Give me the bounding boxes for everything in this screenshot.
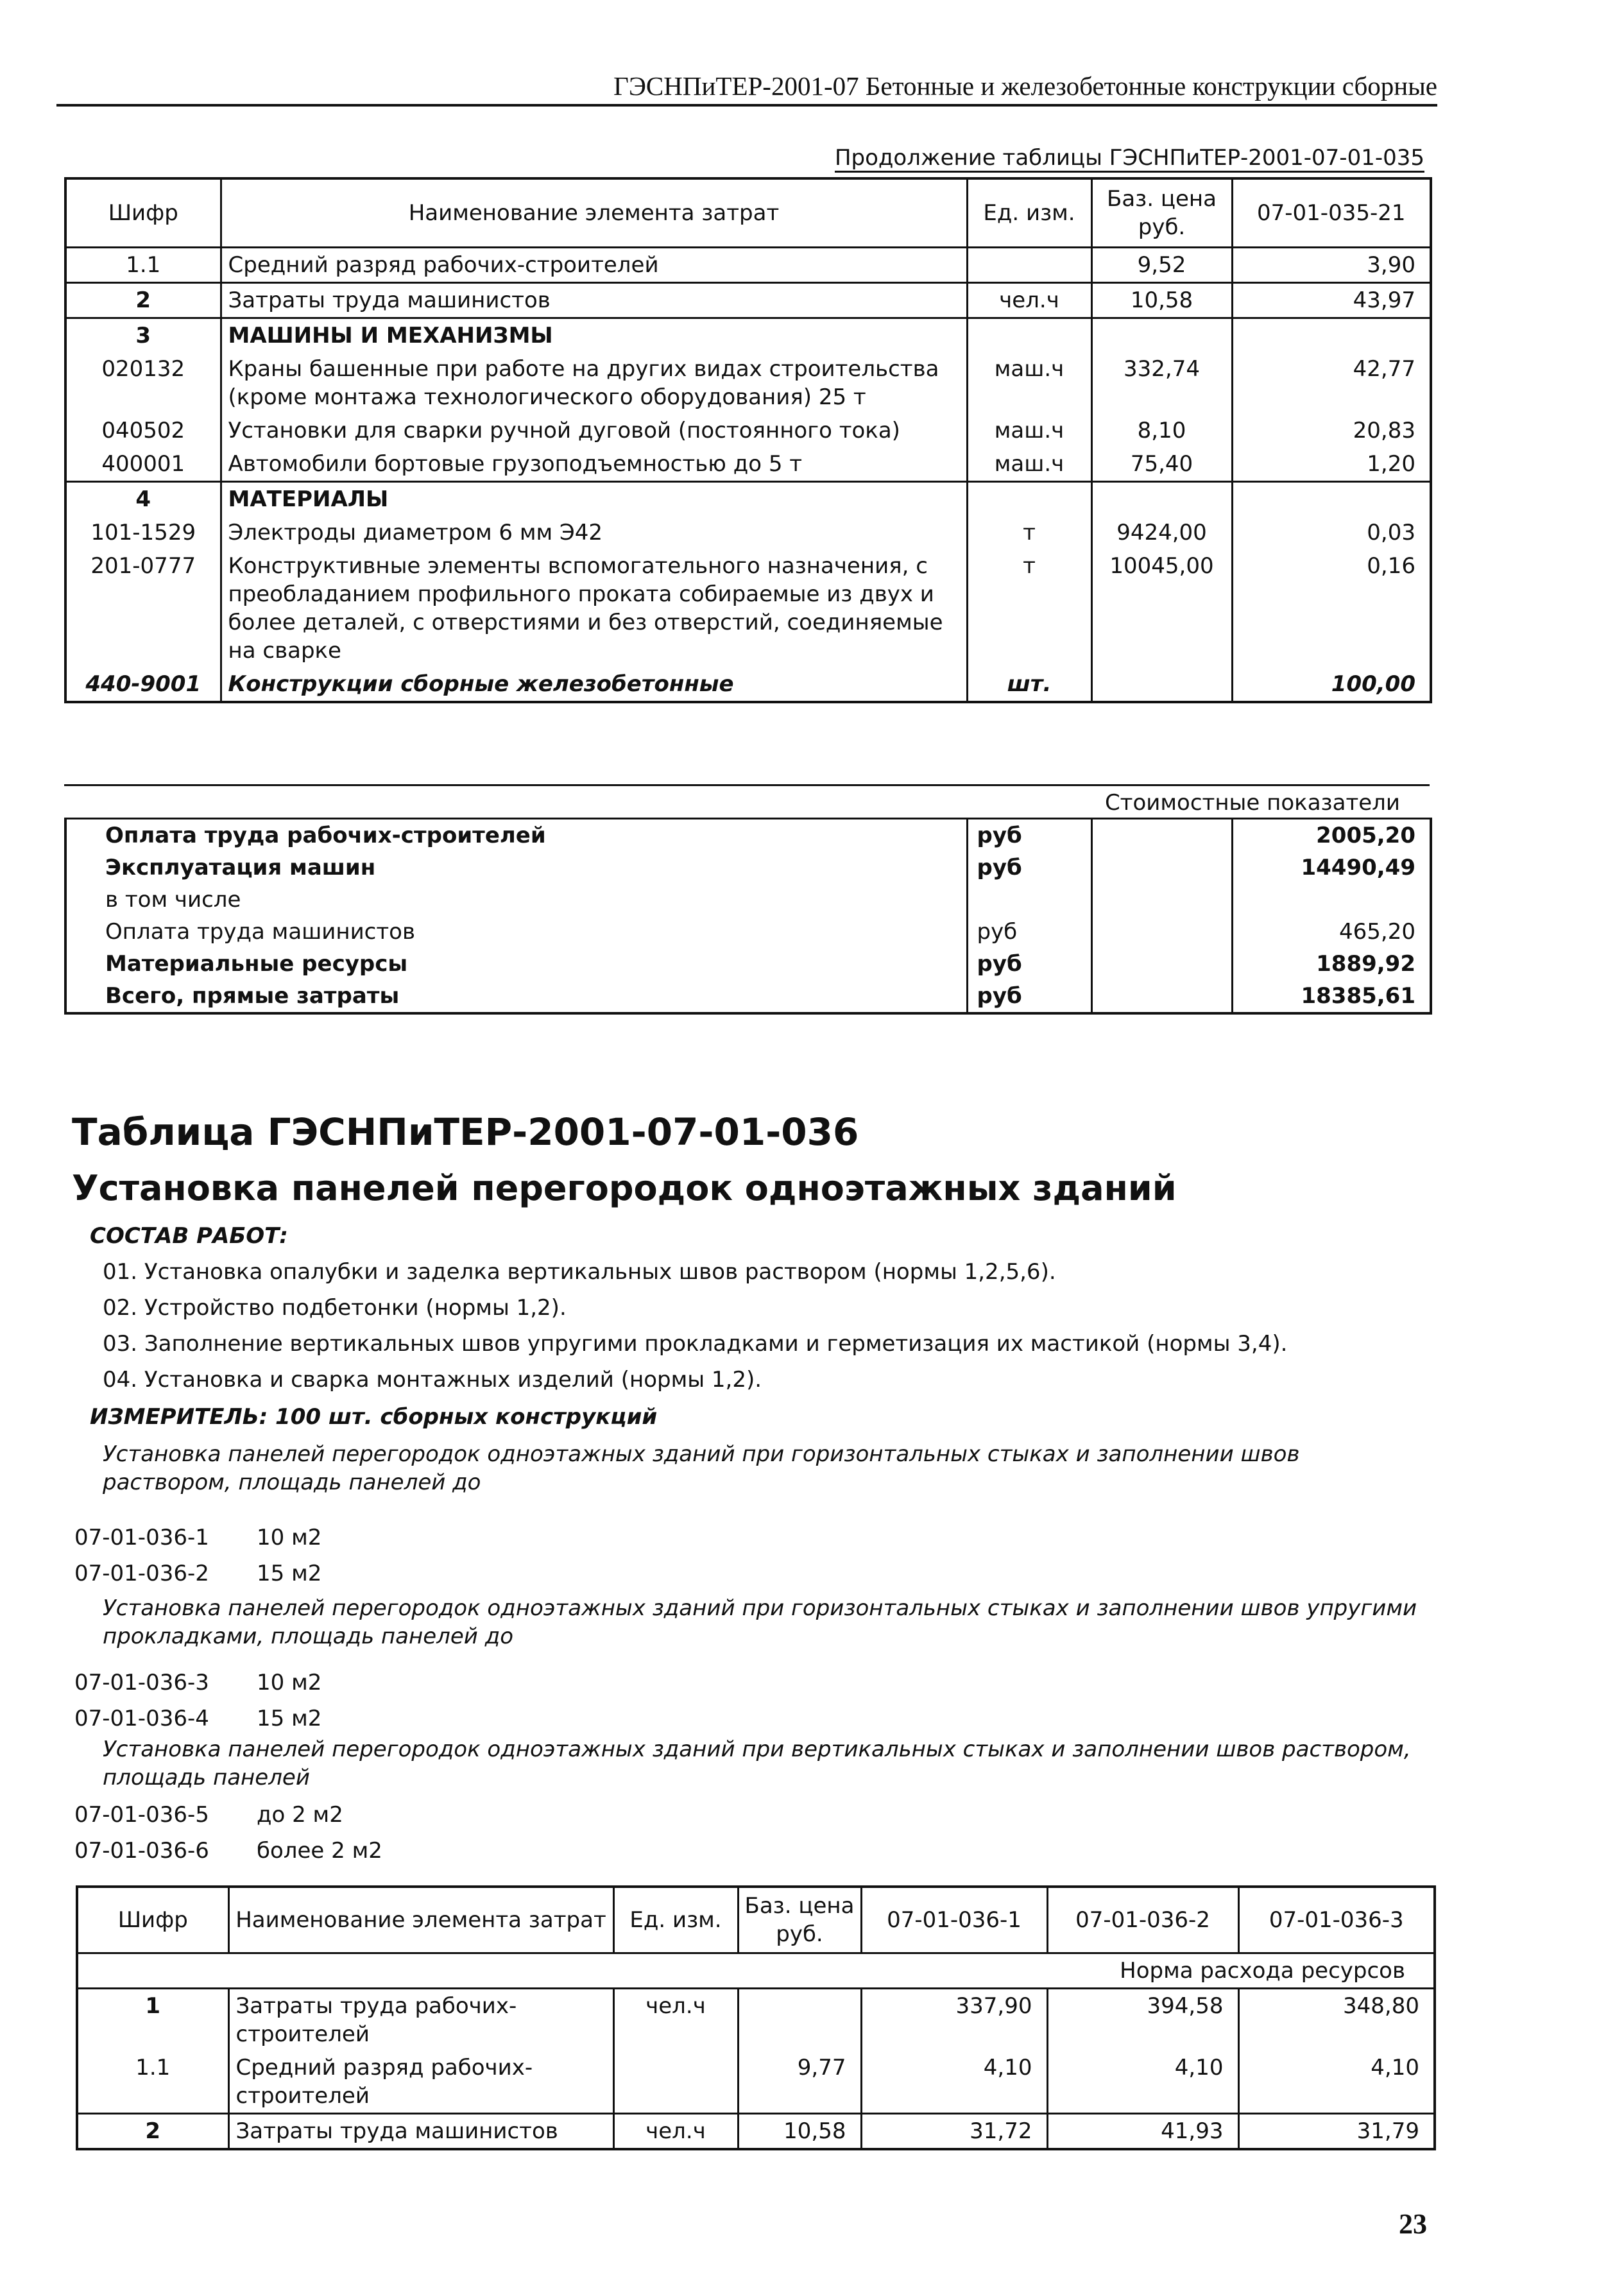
cell-unit: чел.ч [613,2114,738,2150]
cell-code: 1.1 [65,248,221,283]
cost-value: 14490,49 [1301,855,1415,880]
cell-name: Установки для сварки ручной дуговой (постоянного тока) [221,414,967,447]
cell-value: 0,16 [1232,549,1431,667]
cost-label: Оплата труда машинистов [105,919,416,945]
col-header-price: Баз. цена руб. [1091,178,1232,248]
cell-name: МАШИНЫ И МЕХАНИЗМЫ [221,318,967,353]
cell-code: 3 [65,318,221,353]
cell-code: 201-0777 [65,549,221,667]
work-heading: СОСТАВ РАБОТ: [90,1223,288,1249]
work-item: 04. Установка и сварка монтажных изделий (нормы 1,2). [103,1367,762,1393]
cell-value: 42,77 [1232,352,1431,414]
cell-unit: т [967,549,1091,667]
work-item: 02. Устройство подбетонки (нормы 1,2). [103,1295,567,1321]
cell-name: Автомобили бортовые грузоподъемностью до 5 т [221,447,967,482]
table-row [77,1989,1435,2052]
cell-name: Краны башенные при работе на других видах строительства (кроме монтажа технологического оборудования) 25 т [221,352,967,414]
table-row [65,248,1431,283]
norm-caption-row [77,1953,1435,1989]
cell-value: 348,80 [1238,1989,1435,2052]
running-header: ГЭСНПиТЕР-2001-07 Бетонные и железобетонные конструкции сборные [56,68,1437,107]
norm-value: 10 м2 [257,1525,322,1550]
cell-name: Затраты труда рабочих-строителей [228,1989,613,2052]
cell-price: 9,52 [1091,248,1232,283]
norm-value: до 2 м2 [257,1802,343,1828]
norm-value: более 2 м2 [257,1838,382,1864]
cost-value: 465,20 [1339,919,1415,945]
cell-value: 394,58 [1047,1989,1238,2052]
cell-code: 440-9001 [65,667,221,702]
cell-unit: чел.ч [967,283,1091,318]
cell-value: 20,83 [1232,414,1431,447]
cell-value: 41,93 [1047,2114,1238,2150]
cell-price: 332,74 [1091,352,1232,414]
norm-caption: Норма расхода ресурсов [77,1953,1435,1989]
table-row [77,2051,1435,2114]
cell-code: 020132 [65,352,221,414]
cell-code: 2 [65,283,221,318]
cell-name: Затраты труда машинистов [221,283,967,318]
cell-name: Конструктивные элементы вспомогательного назначения, с преобладанием профильного проката собираемые из двух и более деталей, с отверстиями и без отверстий, соединяемые на сварке [221,549,967,667]
cost-caption: Стоимостные показатели [64,784,1430,819]
cell-unit [967,248,1091,283]
cell-value: 4,10 [1047,2051,1238,2114]
table-title: Таблица ГЭСНПиТЕР-2001-07-01-036 [72,1110,859,1154]
meter-line: ИЗМЕРИТЕЛЬ: 100 шт. сборных конструкций [90,1404,658,1430]
cost-row [65,852,1431,884]
cost-unit: руб [967,852,1091,884]
cost-row [65,948,1431,980]
cell-value: 31,72 [861,2114,1047,2150]
cell-code: 1 [77,1989,228,2052]
cell-code: 1.1 [77,2051,228,2114]
col-header-name: Наименование элемента затрат [228,1887,613,1953]
col-header-price: Баз. цена руб. [738,1887,861,1953]
cell-value: 337,90 [861,1989,1047,2052]
cost-label: в том числе [105,887,241,913]
table-row [65,549,1431,667]
norm-value: 15 м2 [257,1561,322,1586]
cell-code: 400001 [65,447,221,482]
col-header-unit: Ед. изм. [967,178,1091,248]
norm-code: 07-01-036-5 [74,1802,209,1828]
cost-unit: руб [967,948,1091,980]
group-description: Установка панелей перегородок одноэтажных зданий при вертикальных стыках и заполнении швов раствором, площадь панелей [103,1737,1411,1790]
col-header-unit: Ед. изм. [613,1887,738,1953]
group-description: Установка панелей перегородок одноэтажных зданий при горизонтальных стыках и заполнении швов упругими прокладками, площадь панелей до [103,1595,1417,1649]
norm-code: 07-01-036-1 [74,1525,209,1550]
table-row [65,447,1431,482]
cost-unit: руб [967,916,1091,948]
cell-unit: маш.ч [967,414,1091,447]
cost-row [65,884,1431,916]
table-row [77,2114,1435,2150]
cost-value: 1889,92 [1316,951,1415,977]
norm-code: 07-01-036-6 [74,1838,209,1864]
table-row [65,667,1431,702]
cell-value: 43,97 [1232,283,1431,318]
section-title: Установка панелей перегородок одноэтажных зданий [72,1168,1177,1208]
cell-name: Затраты труда машинистов [228,2114,613,2150]
col-header-name: Наименование элемента затрат [221,178,967,248]
cell-price: 10,58 [738,2114,861,2150]
cell-code: 040502 [65,414,221,447]
cost-unit: руб [967,819,1091,852]
cell-unit: чел.ч [613,1989,738,2052]
table-header-row [65,178,1431,248]
cell-value: 100,00 [1232,667,1431,702]
norm-code: 07-01-036-3 [74,1670,209,1695]
cost-row [65,980,1431,1013]
cell-unit: шт. [967,667,1091,702]
resource-table-035 [64,177,1432,703]
cost-label: Эксплуатация машин [105,855,376,880]
cost-unit: руб [967,980,1091,1013]
cell-value: 31,79 [1238,2114,1435,2150]
resource-table-036 [76,1885,1436,2150]
cost-row [65,819,1431,852]
cell-code: 2 [77,2114,228,2150]
page-number: 23 [1399,2208,1427,2240]
table-row [65,414,1431,447]
table-header-row [77,1887,1435,1953]
cost-label: Оплата труда рабочих-строителей [105,823,546,848]
norm-code: 07-01-036-4 [74,1706,209,1731]
table-row [65,352,1431,414]
cell-unit: маш.ч [967,447,1091,482]
col-header-norm-2: 07-01-036-2 [1047,1887,1238,1953]
cell-name: Конструкции сборные железобетонные [221,667,967,702]
col-header-norm-1: 07-01-036-1 [861,1887,1047,1953]
col-header-code: Шифр [65,178,221,248]
work-item: 01. Установка опалубки и заделка вертикальных швов раствором (нормы 1,2,5,6). [103,1259,1056,1285]
cell-price: 8,10 [1091,414,1232,447]
cell-value: 4,10 [1238,2051,1435,2114]
group-description: Установка панелей перегородок одноэтажных зданий при горизонтальных стыках и заполнении швов раствором, площадь панелей до [103,1441,1300,1495]
table-row [65,283,1431,318]
cell-value: 3,90 [1232,248,1431,283]
cost-label: Всего, прямые затраты [105,983,400,1009]
cell-value: 0,03 [1232,516,1431,549]
cell-price [738,1989,861,2052]
col-header-norm: 07-01-035-21 [1232,178,1431,248]
cell-code: 4 [65,482,221,517]
cost-value: 2005,20 [1316,823,1415,848]
cell-value: 4,10 [861,2051,1047,2114]
cell-unit: маш.ч [967,352,1091,414]
cell-price: 10,58 [1091,283,1232,318]
table-row [65,482,1431,517]
cell-name: Средний разряд рабочих-строителей [228,2051,613,2114]
cell-price: 75,40 [1091,447,1232,482]
col-header-code: Шифр [77,1887,228,1953]
cell-unit: т [967,516,1091,549]
table-row [65,318,1431,353]
cost-label: Материальные ресурсы [105,951,408,977]
cost-value: 18385,61 [1301,983,1415,1009]
cell-price: 9,77 [738,2051,861,2114]
col-header-norm-3: 07-01-036-3 [1238,1887,1435,1953]
cell-unit [613,2051,738,2114]
cell-price: 10045,00 [1091,549,1232,667]
norm-value: 15 м2 [257,1706,322,1731]
cell-price: 9424,00 [1091,516,1232,549]
cell-name: МАТЕРИАЛЫ [221,482,967,517]
work-item: 03. Заполнение вертикальных швов упругими прокладками и герметизация их мастикой (нормы 3,4). [103,1331,1288,1357]
cell-name: Электроды диаметром 6 мм Э42 [221,516,967,549]
table-continuation-caption: Продолжение таблицы ГЭСНПиТЕР-2001-07-01-035 [642,145,1424,171]
cost-row [65,916,1431,948]
cell-name: Средний разряд рабочих-строителей [221,248,967,283]
cost-summary-table [64,818,1432,1015]
norm-code: 07-01-036-2 [74,1561,209,1586]
cell-value: 1,20 [1232,447,1431,482]
norm-value: 10 м2 [257,1670,322,1695]
table-row [65,516,1431,549]
cell-code: 101-1529 [65,516,221,549]
